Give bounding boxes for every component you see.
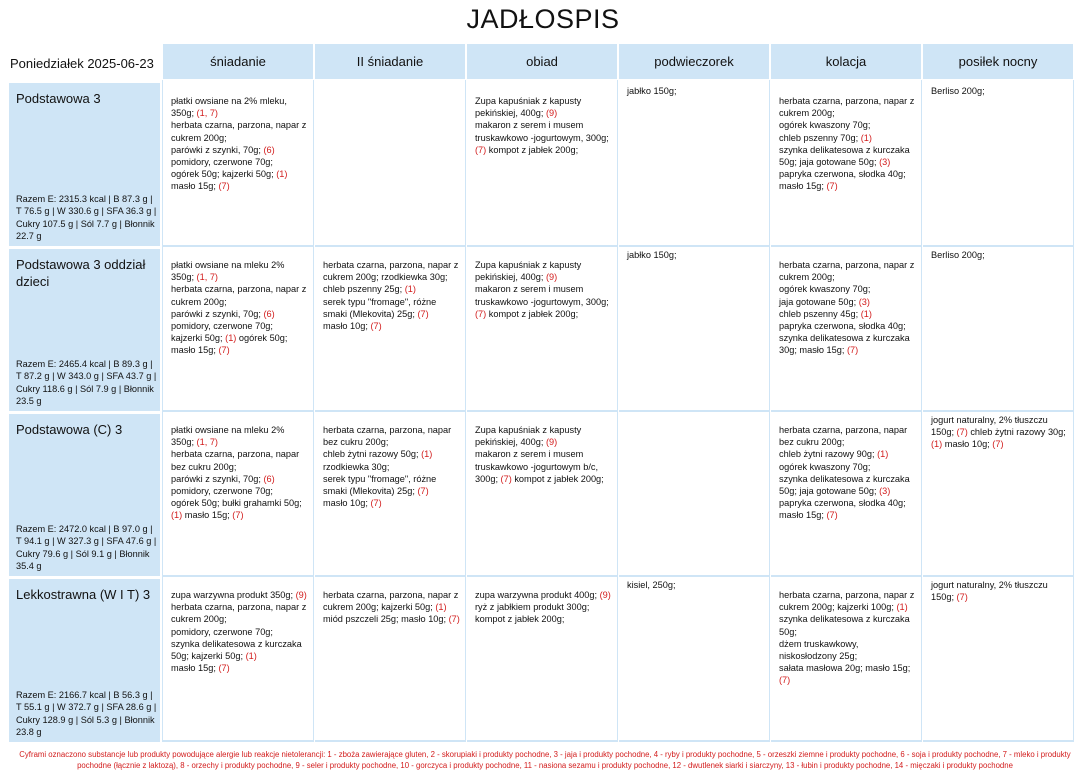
- menu-item-text: jaja gotowane 50g;: [779, 296, 859, 307]
- menu-line: [779, 119, 917, 131]
- menu-item-text: ogórek kwaszony 70g;: [779, 120, 871, 131]
- menu-item-text: papryka czerwona, słodka 40g;: [779, 498, 906, 509]
- menu-cell-sniadanie: [163, 247, 314, 412]
- menu-cell-ii-sniadanie: [315, 80, 466, 247]
- menu-line: [171, 638, 309, 662]
- diet-summary: Razem E: 2472.0 kcal | B 97.0 g | T 94.1 g | W 327.3 g | SFA 47.6 g | Cukry 79.6 g | Sól 9.1 g | Błonnik 35.4 g: [16, 524, 157, 571]
- menu-line: [323, 613, 461, 625]
- date-label: Poniedziałek 2025-06-23: [10, 56, 154, 71]
- menu-item-text: masło 15g;: [171, 181, 219, 192]
- menu-line: [779, 320, 917, 332]
- menu-line: [171, 320, 309, 332]
- allergen-code: (7): [232, 510, 244, 521]
- menu-line: [627, 579, 765, 591]
- menu-item-text: papryka czerwona, słodka 40g;: [779, 321, 906, 332]
- menu-line: [323, 424, 461, 448]
- page-title: JADŁOSPIS: [466, 4, 620, 34]
- menu-line: [323, 461, 461, 473]
- menu-item-text: makaron z serem i musem truskawkowo -jogurtowym b/c, 300g;: [475, 449, 599, 484]
- menu-line: [171, 332, 309, 344]
- menu-line: [779, 461, 917, 473]
- allergen-code: (9): [546, 272, 558, 283]
- menu-cell-sniadanie: [163, 80, 314, 247]
- allergen-code: (7): [826, 181, 838, 192]
- menu-line: [779, 259, 917, 283]
- allergen-code: (1): [421, 449, 433, 460]
- menu-item-text: płatki owsiane na mleku 2% 350g;: [171, 260, 285, 283]
- diet-label-cell: [9, 249, 160, 411]
- menu-item-text: masło 10g;: [323, 321, 371, 332]
- menu-line: [779, 613, 917, 637]
- menu-cell-podwieczorek: [619, 577, 770, 742]
- menu-cell-ii-sniadanie: [315, 247, 466, 412]
- menu-line: [779, 308, 917, 320]
- menu-item-text: parówki z szynki, 70g;: [171, 308, 264, 319]
- menu-line: [475, 589, 613, 601]
- menu-line: [171, 180, 309, 192]
- menu-line: [323, 320, 461, 332]
- menu-item-text: ogórek 50g; kajzerki 50g;: [171, 169, 277, 180]
- menu-item-text: miód pszczeli 25g; masło 10g;: [323, 614, 449, 625]
- menu-item-text: herbata czarna, parzona, napar bez cukru 200g;: [779, 425, 908, 448]
- menu-item-text: jabłko 150g;: [627, 250, 677, 260]
- menu-item-text: masło 15g;: [779, 510, 827, 521]
- menu-line: [475, 601, 613, 613]
- menu-line: [931, 249, 1069, 261]
- menu-item-text: herbata czarna, parzona, napar z cukrem 200g;: [171, 602, 307, 625]
- menu-cell-kolacja: [771, 412, 922, 577]
- menu-line: [171, 95, 309, 119]
- menu-item-text: chleb żytni razowy 30g;: [967, 427, 1066, 438]
- menu-line: [779, 473, 917, 497]
- allergen-code: (7): [218, 181, 230, 192]
- menu-line: [931, 438, 1069, 450]
- menu-line: [475, 119, 613, 143]
- menu-line: [627, 249, 765, 261]
- allergen-code: (1): [877, 449, 889, 460]
- menu-item-text: dżem truskawkowy, niskosłodzony 25g;: [779, 638, 859, 662]
- menu-line: [171, 168, 309, 180]
- menu-line: [779, 497, 917, 509]
- menu-item-text: Zupa kapuśniak z kapusty pekińskiej, 400g;: [475, 425, 582, 448]
- allergen-code: (9): [599, 590, 611, 600]
- menu-item-text: szynka delikatesowa z kurczaka 50g; jaja gotowane 50g;: [779, 144, 910, 168]
- menu-line: [323, 589, 461, 613]
- menu-line: [323, 497, 461, 509]
- menu-item-text: herbata czarna, parzona, napar z cukrem 200g;: [171, 284, 307, 307]
- allergen-code: (1): [404, 284, 416, 295]
- menu-item-text: kajzerki 50g;: [171, 333, 226, 344]
- menu-line: [171, 344, 309, 356]
- allergen-code: (7): [475, 144, 487, 155]
- menu-item-text: kompot z jabłek 200g;: [511, 473, 604, 484]
- menu-line: [779, 296, 917, 308]
- menu-item-text: pomidory, czerwone 70g;: [171, 486, 273, 497]
- menu-line: [171, 308, 309, 320]
- diet-summary: Razem E: 2166.7 kcal | B 56.3 g | T 55.1 g | W 372.7 g | SFA 28.6 g | Cukry 128.9 g | Sól 5.3 g | Błonnik 23.8 g: [16, 690, 157, 737]
- menu-cell-podwieczorek: [619, 412, 770, 577]
- menu-cell-posilek-nocny: [923, 577, 1074, 742]
- menu-line: [171, 509, 309, 521]
- menu-line: [475, 95, 613, 119]
- menu-item-text: Berliso 200g;: [931, 250, 985, 260]
- menu-line: [475, 308, 613, 320]
- allergen-code: (1, 7): [196, 437, 218, 448]
- allergen-code: (7): [992, 439, 1004, 450]
- menu-cell-posilek-nocny: [923, 80, 1074, 247]
- menu-line: [171, 601, 309, 625]
- menu-line: [171, 473, 309, 485]
- menu-item-text: masło 10g;: [323, 498, 371, 509]
- allergen-code: (3): [879, 486, 891, 497]
- menu-item-text: szynka delikatesowa z kurczaka 50g;: [779, 614, 910, 637]
- allergen-code: (7): [218, 663, 230, 674]
- menu-item-text: serek typu "fromage", różne smaki (Mlekovita) 25g;: [323, 296, 437, 319]
- grid-border-right: [1073, 80, 1074, 742]
- menu-item-text: Zupa kapuśniak z kapusty pekińskiej, 400g;: [475, 96, 582, 119]
- meal-header-sniadanie: śniadanie: [163, 44, 313, 79]
- menu-cell-obiad: [467, 80, 618, 247]
- menu-line: [627, 85, 765, 97]
- menu-line: [171, 485, 309, 497]
- menu-line: [171, 448, 309, 472]
- menu-cell-podwieczorek: [619, 80, 770, 247]
- menu-item-text: ogórek kwaszony 70g;: [779, 284, 871, 295]
- menu-item-text: ryż z jabłkiem produkt 300g;: [475, 602, 590, 613]
- menu-item-text: herbata czarna, parzona, napar z cukrem 200g; kajzerki 50g;: [323, 590, 459, 613]
- menu-item-text: ogórek 50g;: [236, 333, 288, 344]
- menu-item-text: jogurt naturalny, 2% tłuszczu 150g;: [931, 415, 1048, 438]
- allergen-code: (1): [435, 602, 447, 613]
- menu-line: [171, 497, 309, 509]
- diet-name: Podstawowa 3: [16, 91, 101, 106]
- allergen-code: (1): [245, 651, 257, 662]
- menu-cell-sniadanie: [163, 412, 314, 577]
- menu-line: [779, 509, 917, 521]
- menu-line: [475, 448, 613, 485]
- meal-header-obiad: obiad: [467, 44, 617, 79]
- menu-item-text: ogórek kwaszony 70g;: [779, 461, 871, 472]
- meal-header-posilek-nocny: posiłek nocny: [923, 44, 1073, 79]
- menu-line: [779, 283, 917, 295]
- menu-item-text: masło 15g;: [779, 181, 827, 192]
- allergen-code: (6): [263, 473, 275, 484]
- menu-line: [323, 259, 461, 283]
- menu-line: [171, 626, 309, 638]
- menu-item-text: herbata czarna, parzona, napar z cukrem 200g;: [779, 96, 915, 119]
- menu-cell-kolacja: [771, 80, 922, 247]
- menu-line: [171, 283, 309, 307]
- menu-item-text: płatki owsiane na mleku 2% 350g;: [171, 425, 285, 448]
- allergen-code: (1): [860, 308, 872, 319]
- diet-label-cell: [9, 414, 160, 576]
- menu-item-text: zupa warzywna produkt 400g;: [475, 590, 600, 600]
- allergen-code: (7): [218, 345, 230, 356]
- menu-item-text: jabłko 150g;: [627, 86, 677, 96]
- menu-line: [171, 156, 309, 168]
- grid-border-left: [162, 80, 163, 742]
- menu-item-text: papryka czerwona, słodka 40g;: [779, 169, 906, 180]
- allergen-code: (1): [276, 169, 288, 180]
- menu-cell-kolacja: [771, 577, 922, 742]
- allergen-code: (6): [263, 308, 275, 319]
- menu-line: [475, 424, 613, 448]
- menu-item-text: herbata czarna, parzona, napar bez cukru 200g;: [171, 449, 300, 472]
- menu-item-text: masło 15g;: [171, 663, 219, 674]
- menu-line: [323, 448, 461, 460]
- menu-item-text: masło 15g;: [171, 345, 219, 356]
- menu-item-text: chleb pszenny 70g;: [779, 132, 861, 143]
- menu-line: [779, 448, 917, 460]
- diet-label-cell: [9, 83, 160, 246]
- menu-item-text: kisiel, 250g;: [627, 580, 676, 590]
- menu-item-text: pomidory, czerwone 70g;: [171, 157, 273, 168]
- allergen-code: (1): [931, 439, 943, 450]
- menu-line: [475, 144, 613, 156]
- menu-line: [779, 638, 917, 662]
- allergen-footnote: Cyframi oznaczono substancje lub produkty powodujące alergie lub reakcje nietolerancji: 1 - zboża zawierające gluten, 2 - skorupiaki i produkty pochodne, 3 - jaja i produkty pochodne, 4 - ryby i produkty pochodne, 5 - orzeszki ziemne i produkty pochodne, 6 - soja i produkty pochodne, 7 - mleko i produkty pochodne (łącznie z laktozą), 8 - orzechy i produkty pochodne, 9 - seler i produkty pochodne, 10 - gorczyca i produkty pochodne, 11 - nasiona sezamu i produkty pochodne, 12 - dwutlenek siarki i siarczyny, 13 - łubin i produkty pochodne, 14 - mięczaki i produkty pochodne: [19, 750, 1071, 770]
- menu-item-text: masło 15g;: [182, 510, 233, 521]
- allergen-code: (7): [448, 614, 460, 625]
- menu-line: [323, 473, 461, 497]
- menu-item-text: herbata czarna, parzona, napar z cukrem 200g; rzodkiewka 30g;: [323, 260, 459, 283]
- menu-item-text: makaron z serem i musem truskawkowo -jogurtowym, 300g;: [475, 120, 609, 143]
- allergen-code: (1): [171, 510, 183, 521]
- menu-line: [931, 85, 1069, 97]
- menu-item-text: herbata czarna, parzona, napar bez cukru 200g;: [323, 425, 452, 448]
- menu-item-text: Zupa kapuśniak z kapusty pekińskiej, 400g;: [475, 260, 582, 283]
- menu-item-text: chleb żytni razowy 90g;: [779, 449, 878, 460]
- menu-item-text: sałata masłowa 20g; masło 15g;: [779, 663, 911, 674]
- menu-line: [323, 296, 461, 320]
- menu-line: [779, 95, 917, 119]
- allergen-code: (9): [546, 108, 558, 119]
- menu-item-text: herbata czarna, parzona, napar z cukrem 200g;: [779, 260, 915, 283]
- menu-item-text: kompot z jabłek 200g;: [486, 308, 579, 319]
- allergen-code: (7): [846, 345, 859, 356]
- menu-line: [779, 589, 917, 613]
- diet-label-cell: [9, 579, 160, 742]
- allergen-code: (7): [956, 592, 968, 603]
- allergen-code: (1): [860, 132, 872, 143]
- menu-line: [171, 119, 309, 143]
- menu-line: [779, 168, 917, 180]
- menu-line: [171, 424, 309, 448]
- allergen-code: (3): [858, 296, 870, 307]
- menu-item-text: szynka delikatesowa z kurczaka 50g; kajzerki 50g;: [171, 638, 302, 662]
- allergen-code: (7): [370, 498, 382, 509]
- allergen-code: (1, 7): [196, 272, 218, 283]
- menu-item-text: płatki owsiane na 2% mleku, 350g;: [171, 96, 287, 119]
- menu-line: [171, 589, 309, 601]
- menu-line: [931, 579, 1069, 603]
- menu-cell-posilek-nocny: [923, 412, 1074, 577]
- menu-line: [475, 283, 613, 307]
- allergen-code: (7): [417, 486, 429, 497]
- allergen-code: (7): [475, 308, 487, 319]
- allergen-code: (7): [370, 321, 382, 332]
- menu-line: [171, 259, 309, 283]
- menu-item-text: pomidory, czerwone 70g;: [171, 321, 273, 332]
- menu-line: [171, 662, 309, 674]
- allergen-code: (1): [225, 333, 237, 344]
- menu-cell-ii-sniadanie: [315, 412, 466, 577]
- menu-line: [779, 132, 917, 144]
- menu-line: [931, 414, 1069, 438]
- menu-item-text: pomidory, czerwone 70g;: [171, 626, 273, 637]
- menu-cell-ii-sniadanie: [315, 577, 466, 742]
- menu-item-text: ogórek 50g; bułki grahamki 50g;: [171, 498, 302, 509]
- menu-item-text: Berliso 200g;: [931, 86, 985, 96]
- menu-line: [779, 180, 917, 192]
- menu-line: [323, 283, 461, 295]
- meal-header-podwieczorek: podwieczorek: [619, 44, 769, 79]
- menu-item-text: masło 10g;: [942, 439, 993, 450]
- menu-item-text: kompot z jabłek 200g;: [475, 614, 565, 625]
- menu-cell-obiad: [467, 247, 618, 412]
- menu-item-text: szynka delikatesowa z kurczaka 30g; masło 15g;: [779, 333, 910, 356]
- menu-item-text: zupa warzywna produkt 350g;: [171, 590, 296, 600]
- menu-item-text: parówki z szynki, 70g;: [171, 473, 264, 484]
- allergen-code: (9): [295, 590, 307, 600]
- menu-item-text: rzodkiewka 30g;: [323, 461, 390, 472]
- menu-cell-sniadanie: [163, 577, 314, 742]
- menu-cell-kolacja: [771, 247, 922, 412]
- menu-line: [779, 332, 917, 356]
- meal-header-ii-sniadanie: II śniadanie: [315, 44, 465, 79]
- diet-summary: Razem E: 2465.4 kcal | B 89.3 g | T 87.2 g | W 343.0 g | SFA 43.7 g | Cukry 118.6 g | Sól 7.9 g | Błonnik 23.5 g: [16, 359, 157, 406]
- allergen-code: (1, 7): [196, 108, 218, 119]
- menu-cell-obiad: [467, 577, 618, 742]
- menu-line: [171, 144, 309, 156]
- diet-name: Podstawowa (C) 3: [16, 422, 123, 437]
- menu-item-text: kompot z jabłek 200g;: [486, 144, 579, 155]
- menu-item-text: makaron z serem i musem truskawkowo -jogurtowym, 300g;: [475, 284, 609, 307]
- menu-cell-posilek-nocny: [923, 247, 1074, 412]
- menu-line: [779, 424, 917, 448]
- menu-cell-obiad: [467, 412, 618, 577]
- diet-name: Lekkostrawna (W I T) 3: [16, 587, 151, 602]
- menu-item-text: parówki z szynki, 70g;: [171, 144, 264, 155]
- menu-item-text: herbata czarna, parzona, napar z cukrem 200g; kajzerki 100g;: [779, 590, 915, 613]
- allergen-code: (7): [956, 427, 968, 438]
- menu-item-text: jogurt naturalny, 2% tłuszczu 150g;: [931, 580, 1048, 603]
- menu-item-text: herbata czarna, parzona, napar z cukrem 200g;: [171, 120, 307, 143]
- menu-cell-podwieczorek: [619, 247, 770, 412]
- allergen-code: (9): [546, 437, 558, 448]
- menu-item-text: serek typu "fromage", różne smaki (Mlekovita) 25g;: [323, 473, 437, 497]
- menu-line: [779, 662, 917, 674]
- allergen-code: (3): [879, 157, 891, 168]
- allergen-code: (1): [896, 602, 908, 613]
- diet-name: Podstawowa 3 oddział dzieci: [16, 257, 146, 289]
- menu-line: [475, 259, 613, 283]
- menu-item-text: chleb żytni razowy 50g;: [323, 449, 422, 460]
- allergen-code: (6): [263, 144, 275, 155]
- menu-item-text: chleb pszenny 45g;: [779, 308, 861, 319]
- diet-summary: Razem E: 2315.3 kcal | B 87.3 g | T 76.5 g | W 330.6 g | SFA 36.3 g | Cukry 107.5 g | Sól 7.7 g | Błonnik 22.7 g: [16, 194, 157, 241]
- menu-item-text: chleb pszenny 25g;: [323, 284, 405, 295]
- menu-line: [779, 144, 917, 168]
- menu-line: [475, 613, 613, 625]
- menu-item-text: szynka delikatesowa z kurczaka 50g; jaja gotowane 50g;: [779, 473, 910, 497]
- meal-header-kolacja: kolacja: [771, 44, 921, 79]
- allergen-code: (7): [779, 675, 791, 686]
- menu-line: [779, 674, 917, 686]
- allergen-code: (7): [417, 308, 429, 319]
- allergen-code: (7): [826, 510, 838, 521]
- allergen-code: (7): [500, 473, 512, 484]
